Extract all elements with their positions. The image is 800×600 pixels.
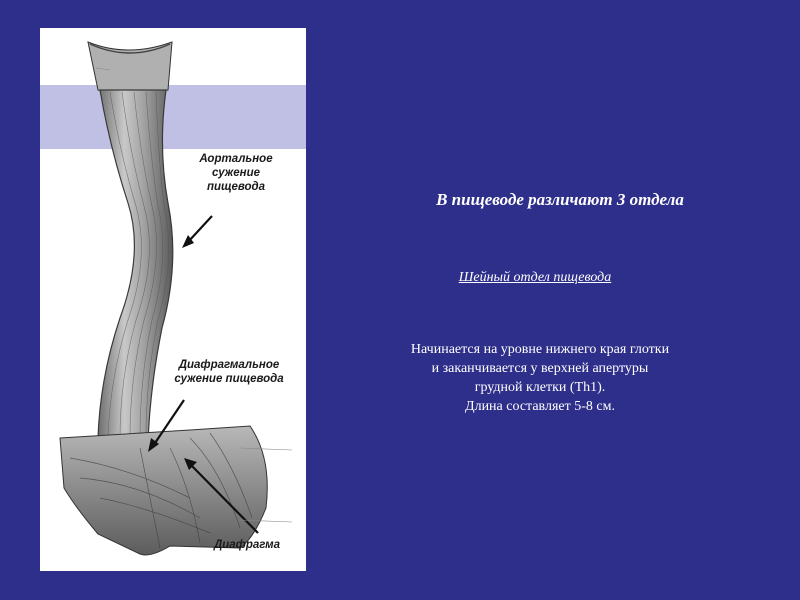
aortic-label-line: пищевода <box>206 181 266 193</box>
aortic-narrowing-label <box>176 152 296 194</box>
diaphragm-shape <box>60 426 267 555</box>
slide-heading: В пищеводе различают 3 отдела <box>436 190 684 209</box>
description-line: Длина составляет 5-8 см. <box>465 399 615 414</box>
diaphragmatic-label-line: сужение пищевода <box>174 373 284 385</box>
diaphragmatic-narrowing-label <box>152 358 306 386</box>
arrow-aortic <box>188 216 212 242</box>
section-subheading: Шейный отдел пищевода <box>458 270 612 285</box>
description-text <box>350 340 730 416</box>
esophagus-figure <box>40 28 306 571</box>
aortic-label-line: сужение <box>211 167 260 179</box>
esophagus-tube <box>98 90 173 442</box>
aortic-label-line: Аортальное <box>199 153 273 165</box>
description-line: и заканчивается у верхней апертуры <box>431 361 649 376</box>
description-line: Начинается на уровне нижнего края глотки <box>410 342 670 357</box>
esophagus-illustration <box>40 28 306 571</box>
description-line: грудной клетки (Th1). <box>474 380 606 395</box>
diaphragmatic-label-line: Диафрагмальное <box>178 359 280 371</box>
diaphragm-label: Диафрагма <box>213 539 281 551</box>
